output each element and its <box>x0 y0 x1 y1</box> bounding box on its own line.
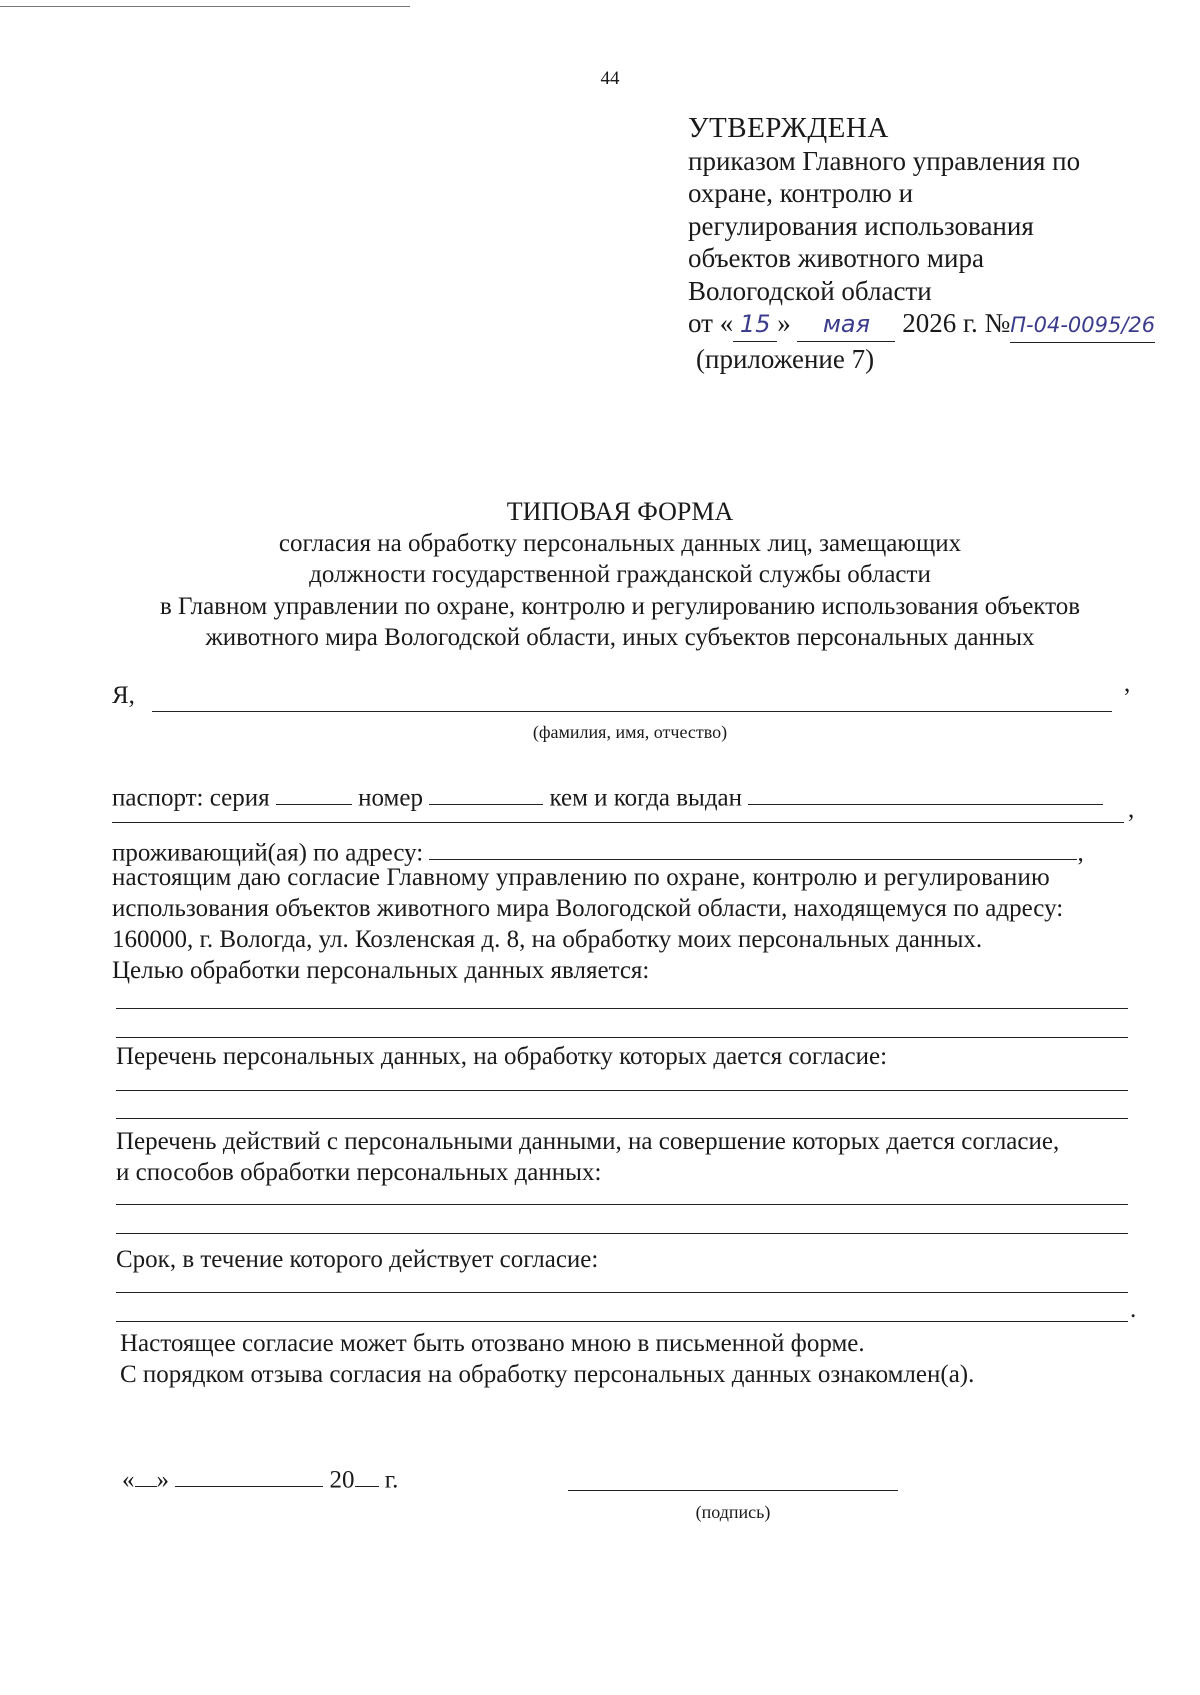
address-row <box>112 833 1084 867</box>
form-subtitle-line: животного мира Вологодской области, иных субъектов персональных данных <box>205 624 1035 651</box>
fio-field-line[interactable] <box>152 711 1112 712</box>
date-prefix: от « <box>688 308 734 338</box>
approval-line: Вологодской области <box>688 275 932 306</box>
date-day-field[interactable] <box>135 1460 157 1487</box>
approval-line: регулирования использования <box>688 210 1034 241</box>
approval-line: приказом Главного управления по <box>688 145 1081 176</box>
address-label: проживающий(ая) по адресу: <box>112 839 424 867</box>
date-year-suffix: г. <box>384 1466 399 1494</box>
passport-series-field[interactable] <box>276 778 352 805</box>
passport-series-label: паспорт: серия <box>112 784 270 812</box>
approval-date-line <box>688 307 1155 343</box>
data-list-field-line[interactable] <box>116 1090 1128 1091</box>
date-mid: » <box>777 308 791 338</box>
date-year-field[interactable] <box>355 1460 379 1487</box>
form-subtitle-line: в Главном управлении по охране, контролю и регулированию использования объектов <box>159 592 1081 620</box>
date-year-prefix: 20 <box>329 1466 355 1494</box>
purpose-label: Целью обработки персональных данных является: <box>112 957 650 984</box>
term-field-line[interactable] <box>116 1292 1128 1293</box>
data-list-field-line[interactable] <box>116 1118 1128 1119</box>
date-month-field[interactable] <box>175 1460 323 1487</box>
actions-field-line[interactable] <box>116 1204 1128 1205</box>
fio-comma: , <box>1124 670 1131 697</box>
address-field[interactable] <box>429 833 1077 860</box>
actions-label: и способов обработки персональных данных: <box>116 1159 602 1186</box>
address-comma: , <box>1077 839 1084 867</box>
handwritten-month: мая <box>797 308 895 342</box>
approval-line: охране, контролю и <box>688 178 914 208</box>
passport-number-field[interactable] <box>429 778 543 805</box>
issued-by-field[interactable] <box>748 778 1103 805</box>
consent-line: настоящим даю согласие Главному управлению по охране, контролю и регулированию <box>112 864 1050 891</box>
passport-row <box>112 778 1103 812</box>
signature-field-line[interactable] <box>568 1490 898 1491</box>
form-title-block <box>90 496 1150 654</box>
purpose-field-line[interactable] <box>116 1008 1128 1009</box>
scan-edge-line <box>0 6 410 7</box>
date-year: 2026 г. № <box>902 308 1011 338</box>
handwritten-order-number: П-04-0095/26 <box>1010 309 1155 343</box>
data-list-label: Перечень персональных данных, на обработку которых дается согласие: <box>116 1043 888 1070</box>
page-number: 44 <box>600 68 620 89</box>
handwritten-day: 15 <box>733 308 777 342</box>
term-field-line[interactable] <box>116 1321 1128 1322</box>
fio-caption: (фамилия, имя, отчество) <box>532 722 728 742</box>
consent-line: использования объектов животного мира Вологодской области, находящемуся по адресу: <box>112 895 1064 922</box>
date-row <box>122 1460 398 1494</box>
issued-comma: , <box>1128 796 1135 823</box>
signature-caption: (подпись) <box>695 1502 771 1522</box>
date-close-quote: » <box>156 1466 169 1494</box>
approval-appendix: (приложение 7) <box>696 343 875 374</box>
term-label: Срок, в течение которого действует согласие: <box>116 1246 599 1273</box>
actions-field-line[interactable] <box>116 1233 1128 1234</box>
approval-stamp: УТВЕРЖДЕНА <box>688 112 889 144</box>
i-label: Я, <box>112 682 135 709</box>
term-period: . <box>1130 1296 1137 1323</box>
approval-block <box>688 112 1155 375</box>
form-subtitle-line: согласия на обработку персональных данных лиц, замещающих <box>278 529 962 557</box>
revoke-text: Настоящее согласие может быть отозвано мною в письменной форме. <box>120 1330 865 1357</box>
revoke-text: С порядком отзыва согласия на обработку персональных данных ознакомлен(а). <box>120 1361 975 1388</box>
purpose-field-line[interactable] <box>116 1037 1128 1038</box>
consent-line: 160000, г. Вологда, ул. Козленская д. 8, на обработку моих персональных данных. <box>112 926 983 953</box>
form-title: ТИПОВАЯ ФОРМА <box>506 497 734 526</box>
approval-line: объектов животного мира <box>688 243 984 273</box>
date-open-quote: « <box>122 1466 135 1494</box>
issued-by-field-line-2[interactable] <box>112 822 1124 823</box>
passport-number-label: номер <box>358 784 423 812</box>
issued-by-label: кем и когда выдан <box>549 784 743 812</box>
actions-label: Перечень действий с персональными данными, на совершение которых дается согласие, <box>116 1128 1060 1155</box>
form-subtitle-line: должности государственной гражданской службы области <box>309 561 931 588</box>
